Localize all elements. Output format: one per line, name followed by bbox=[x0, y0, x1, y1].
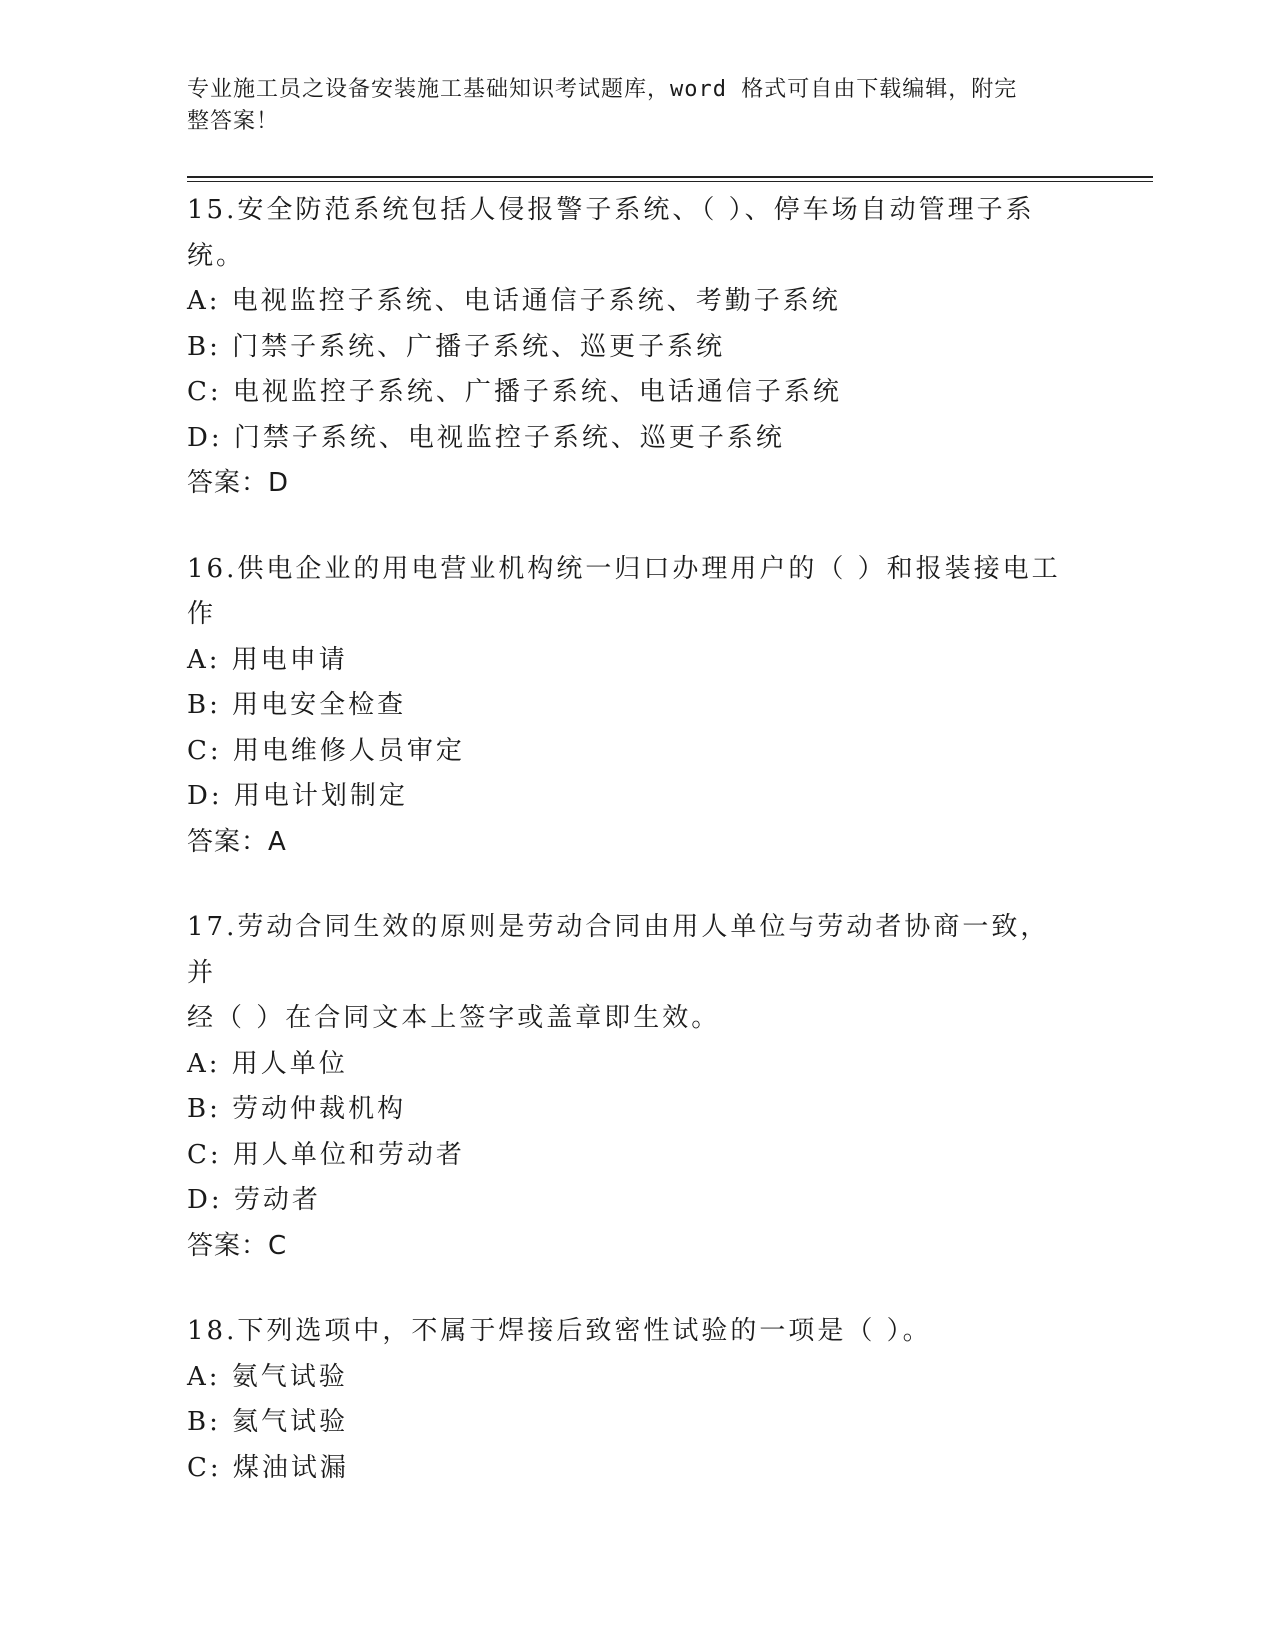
option-c: C: 用电维修人员审定 bbox=[187, 735, 465, 766]
answer-line: 答案：A bbox=[187, 826, 287, 857]
option-d: D: 门禁子系统、电视监控子系统、巡更子系统 bbox=[187, 422, 785, 453]
question-stem: 17.劳动合同生效的原则是劳动合同由用人单位与劳动者协商一致，并 bbox=[187, 912, 1050, 988]
question-16 bbox=[187, 547, 1067, 866]
question-stem-continued: 统。 bbox=[187, 240, 246, 271]
header-line-1: 专业施工员之设备安装施工基础知识考试题库，word 格式可自由下载编辑，附完 bbox=[187, 77, 1018, 102]
question-stem-continued: 作 bbox=[187, 599, 217, 629]
option-a: A: 用电申请 bbox=[187, 644, 348, 675]
question-17 bbox=[187, 905, 1067, 1269]
answer-line: 答案：D bbox=[187, 468, 290, 498]
header-divider bbox=[187, 176, 1153, 182]
option-b: B: 氦气试验 bbox=[187, 1407, 349, 1437]
option-b: B: 用电安全检查 bbox=[187, 690, 407, 720]
question-stem: 18.下列选项中，不属于焊接后致密性试验的一项是（ ）。 bbox=[187, 1316, 932, 1346]
question-18 bbox=[187, 1309, 1067, 1491]
header-line-2: 整答案！ bbox=[187, 109, 280, 134]
option-b: B: 劳动仲裁机构 bbox=[187, 1094, 407, 1124]
question-stem: 16.供电企业的用电营业机构统一归口办理用户的（ ）和报装接电工 bbox=[187, 553, 1061, 584]
question-list bbox=[187, 188, 1067, 1531]
option-b: B: 门禁子系统、广播子系统、巡更子系统 bbox=[187, 331, 726, 362]
option-a: A: 电视监控子系统、电话通信子系统、考勤子系统 bbox=[187, 286, 841, 316]
option-a: A: 用人单位 bbox=[187, 1048, 348, 1079]
question-stem-continued: 经（ ）在合同文本上签字或盖章即生效。 bbox=[187, 1003, 721, 1033]
option-c: C: 电视监控子系统、广播子系统、电话通信子系统 bbox=[187, 377, 842, 407]
answer-line: 答案：C bbox=[187, 1230, 288, 1261]
option-a: A: 氨气试验 bbox=[187, 1361, 348, 1392]
option-c: C: 用人单位和劳动者 bbox=[187, 1139, 465, 1170]
option-d: D: 劳动者 bbox=[187, 1185, 321, 1215]
question-15 bbox=[187, 188, 1067, 507]
option-d: D: 用电计划制定 bbox=[187, 781, 408, 811]
option-c: C: 煤油试漏 bbox=[187, 1452, 349, 1483]
document-header bbox=[187, 74, 1067, 138]
question-stem: 15.安全防范系统包括人侵报警子系统、（ ）、停车场自动管理子系 bbox=[187, 195, 1035, 225]
